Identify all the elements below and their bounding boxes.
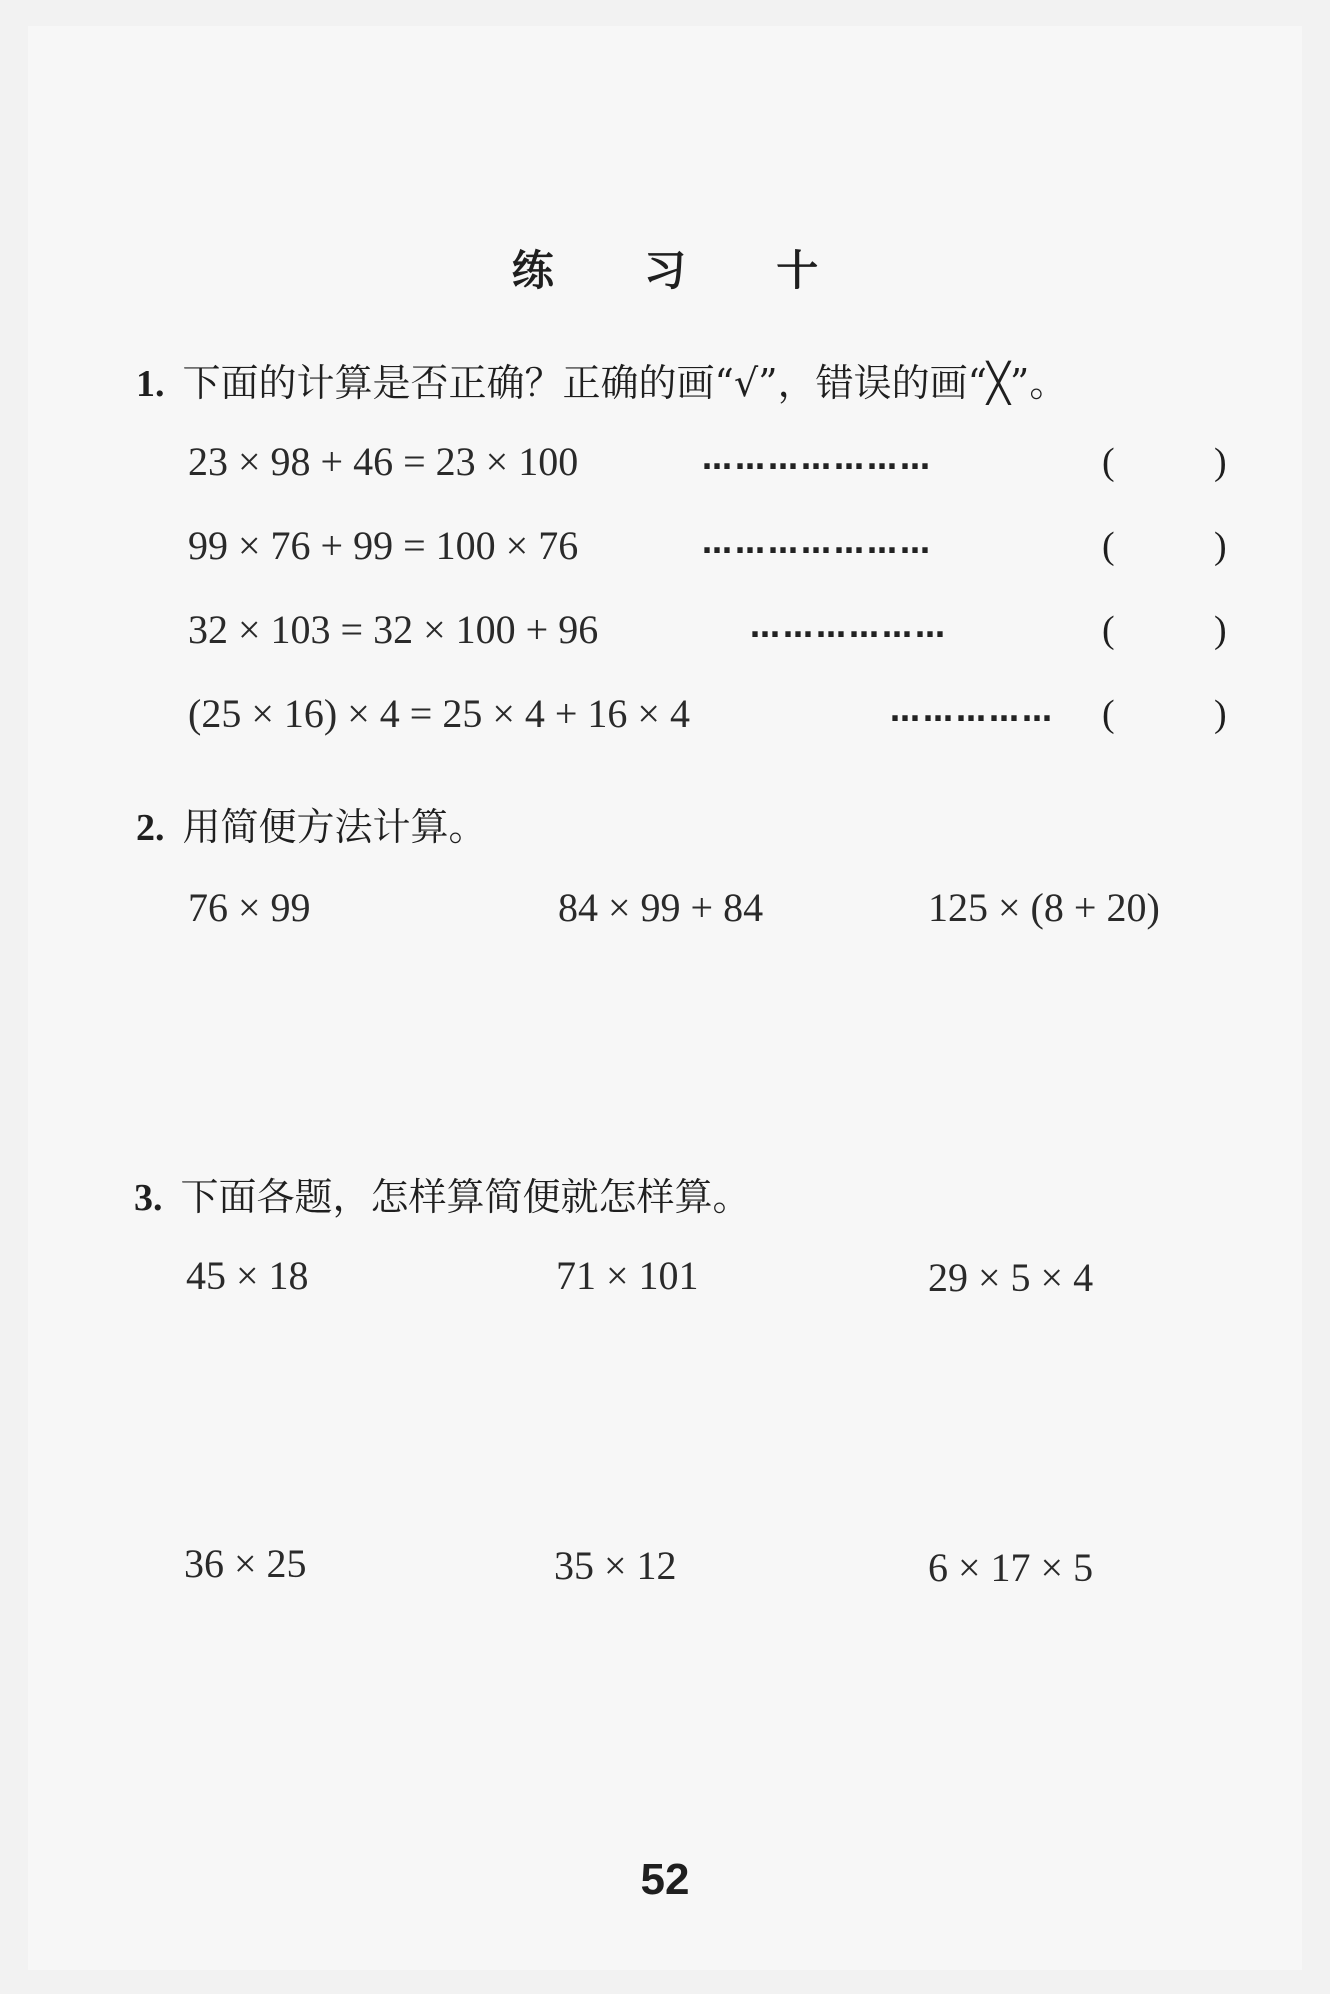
q1-item-2-answer-close[interactable]: ): [1214, 525, 1227, 567]
q1-item-4-expression: (25 × 16) × 4 = 25 × 4 + 16 × 4: [188, 691, 690, 736]
question-2-prompt: 用简便方法计算。: [182, 805, 487, 849]
q3-problem-3: 29 × 5 × 4: [928, 1255, 1094, 1300]
q1-item-1-answer-open[interactable]: (: [1102, 441, 1115, 483]
q3-problem-2: 71 × 101: [556, 1253, 699, 1298]
q3-problem-1: 45 × 18: [186, 1253, 309, 1298]
q1-item-1-expression: 23 × 98 + 46 = 23 × 100: [188, 439, 579, 484]
q1-item-4-answer-close[interactable]: ): [1214, 693, 1227, 735]
q1-item-2-expression: 99 × 76 + 99 = 100 × 76: [188, 523, 579, 568]
page-title: 练 习 十: [511, 246, 857, 295]
question-1-prompt-end: ”。: [1009, 361, 1068, 405]
q1-item-1-dots: …………………: [702, 442, 933, 477]
question-3-prompt: 下面各题，怎样算简便就怎样算。: [180, 1175, 751, 1219]
question-1-prompt-mid: ”，错误的画“: [758, 361, 988, 405]
q1-item-1-answer-close[interactable]: ): [1214, 441, 1227, 483]
question-3-number: 3.: [134, 1177, 163, 1219]
q3-problem-6: 6 × 17 × 5: [928, 1545, 1094, 1590]
q3-problem-5: 35 × 12: [554, 1543, 677, 1588]
question-3-heading: [134, 1166, 751, 1221]
question-2-heading: [136, 796, 487, 851]
question-2-number: 2.: [136, 807, 165, 849]
q1-item-2-dots: …………………: [702, 526, 933, 561]
q2-problem-1: 76 × 99: [188, 885, 311, 930]
q1-item-4-dots: ……………: [890, 694, 1055, 729]
question-1-number: 1.: [136, 363, 165, 405]
q2-problem-2: 84 × 99 + 84: [558, 885, 764, 930]
q1-item-4-answer-open[interactable]: (: [1102, 693, 1115, 735]
q3-problem-4: 36 × 25: [184, 1541, 307, 1586]
question-1-prompt-start: 下面的计算是否正确？正确的画“: [182, 361, 734, 405]
q1-item-3-dots: ………………: [750, 610, 948, 645]
q2-problem-3: 125 × (8 + 20): [928, 885, 1160, 930]
question-1-heading: [136, 352, 1067, 407]
q1-item-2-answer-open[interactable]: (: [1102, 525, 1115, 567]
page-number: 52: [640, 1855, 690, 1904]
page-background: [28, 26, 1302, 1970]
q1-item-3-answer-close[interactable]: ): [1214, 609, 1227, 651]
q1-item-3-expression: 32 × 103 = 32 × 100 + 96: [188, 607, 599, 652]
check-mark-icon: √: [733, 361, 759, 405]
cross-mark-icon: ╳: [987, 361, 1010, 405]
q1-item-3-answer-open[interactable]: (: [1102, 609, 1115, 651]
